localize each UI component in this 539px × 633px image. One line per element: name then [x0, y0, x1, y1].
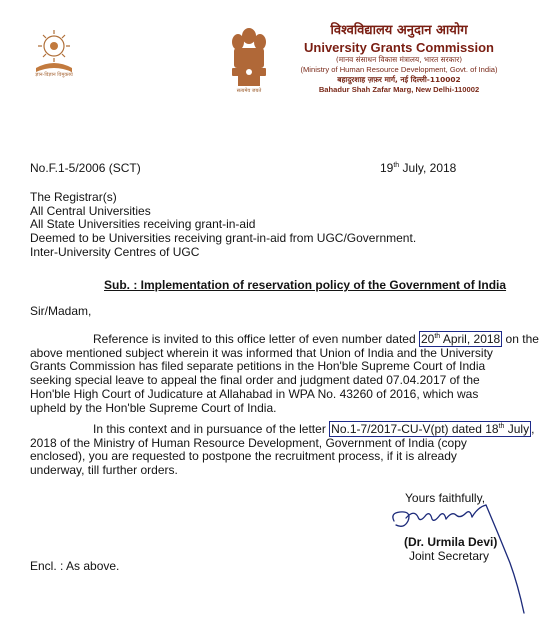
- paragraph-request: In this context and in pursuance of the letter No.1-7/2017-CU-V(pt) dated 18th July , 2018 of the Ministry of Human Resource Development, Government of India (copy enclosed), you are requested to postpone the recruitment process, if it is already underway, till further orders.: [30, 422, 535, 478]
- para2-lead: In this context and in pursuance of the letter: [93, 422, 330, 436]
- highlighted-date: 20th April, 2018: [420, 332, 501, 346]
- paragraph-reference: Reference is invited to this office letter of even number dated 20th April, 2018 on the above mentioned subject wherein it was informed that Union of India and the University Grants Commission has filed separate petitions in the Hon'ble Supreme Court of India seeking special leave to appeal the final order and judgment dated 07.04.2017 of the Hon'ble High Court of Judicature at Allahabad in WPA No. 43260 of 2016, which was upheld by the Hon'ble Supreme Court of India.: [30, 332, 539, 415]
- subject-line: Sub. : Implementation of reservation policy of the Government of India: [104, 278, 507, 292]
- addressee-line: All Central Universities: [30, 203, 151, 218]
- ugc-logo-caption: ज्ञान-विज्ञान विमुक्तये: [35, 72, 73, 78]
- ministry-english: (Ministry of Human Resource Development, Govt. of India): [300, 65, 498, 74]
- emblem-motto: सत्यमेव जयते: [236, 88, 262, 94]
- addressee-block: [30, 191, 416, 260]
- commission-name-english: University Grants Commission: [304, 40, 494, 55]
- enclosure-note: Encl. : As above.: [30, 559, 120, 573]
- highlighted-letter-ref: No.1-7/2017-CU-V(pt) dated 18th July: [331, 422, 530, 436]
- ministry-hindi: (मानव संसाधन विकास मंत्रालय, भारत सरकार): [335, 55, 463, 64]
- signatory-title: Joint Secretary: [409, 549, 490, 563]
- para2-line: enclosed), you are requested to postpone the recruitment process, if it is already: [30, 449, 457, 464]
- para2-line: underway, till further orders.: [30, 463, 178, 478]
- address-english: Bahadur Shah Zafar Marg, New Delhi-110002: [318, 85, 480, 94]
- addressee-line: All State Universities receiving grant-in-aid: [30, 217, 256, 232]
- para1-lead: Reference is invited to this office letter of even number dated: [93, 332, 419, 346]
- signature-icon: [386, 503, 526, 633]
- salutation: Sir/Madam,: [30, 304, 92, 318]
- para1-line: seeking special leave to appeal the final order and judgment dated 07.04.2017 of the: [30, 373, 480, 388]
- para1-line: upheld by the Hon'ble Supreme Court of India.: [30, 400, 277, 415]
- para1-line: above mentioned subject wherein it was informed that Union of India and the University: [30, 345, 493, 360]
- letter-date: 19th July, 2018: [380, 161, 457, 175]
- signatory-name: (Dr. Urmila Devi): [404, 535, 498, 549]
- addressee-line: Deemed to be Universities receiving grant-in-aid from UGC/Government.: [30, 231, 417, 246]
- commission-name-hindi: विश्वविद्यालय अनुदान आयोग: [330, 23, 468, 38]
- letterhead: [289, 20, 509, 95]
- national-emblem-icon: [224, 22, 274, 92]
- address-hindi: बहादुरशाह ज़फ़र मार्ग, नई दिल्ली-110002: [337, 75, 461, 84]
- addressee-line: Inter-University Centres of UGC: [30, 244, 200, 259]
- para2-line: 2018 of the Ministry of Human Resource Development, Government of India (copy: [30, 435, 467, 450]
- addressee-line: The Registrar(s): [30, 190, 117, 204]
- para1-line: Grants Commission has filed separate petitions in the Hon'ble Supreme Court of India: [30, 359, 486, 374]
- reference-number: No.F.1-5/2006 (SCT): [30, 161, 141, 175]
- para1-line: Hon'ble High Court of Judicature at Allahabad in WPA No. 43260 of 2016, which was: [30, 386, 479, 401]
- closing: Yours faithfully,: [405, 491, 486, 505]
